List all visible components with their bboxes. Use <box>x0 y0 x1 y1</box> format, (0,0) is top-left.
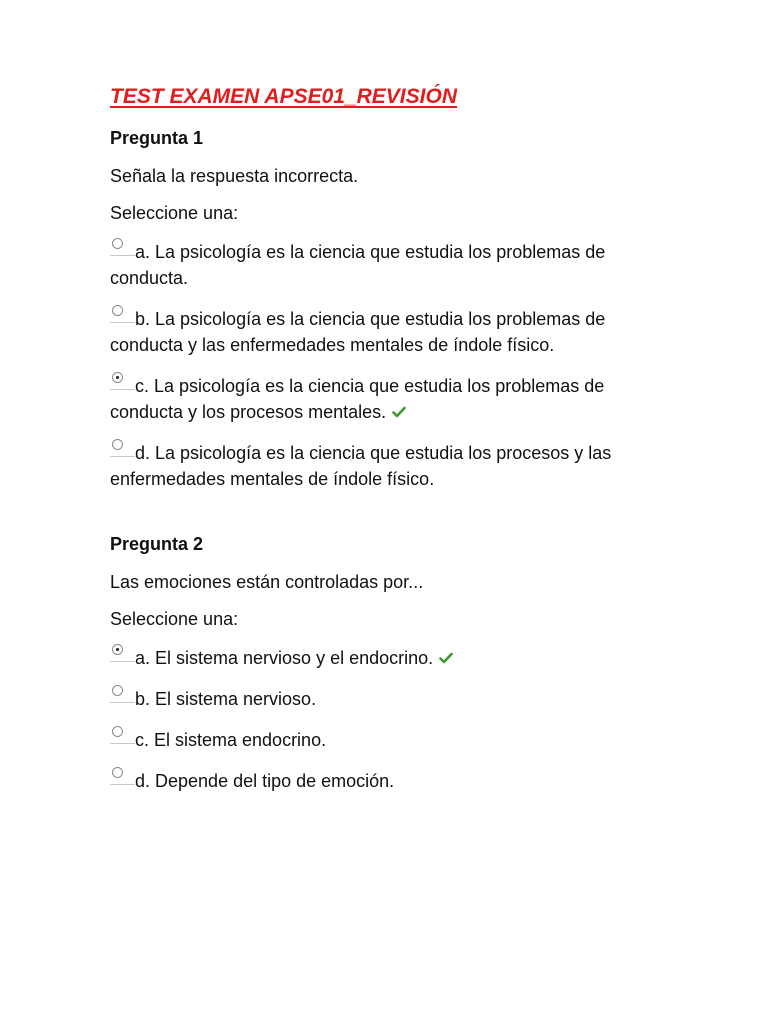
radio-button-icon[interactable] <box>110 767 135 785</box>
option-b[interactable] <box>110 305 670 358</box>
option-label: a. La psicología es la ciencia que estudia los problemas de conducta. <box>110 242 606 288</box>
option-d[interactable] <box>110 767 670 794</box>
checkmark-icon <box>392 406 406 418</box>
option-label: c. La psicología es la ciencia que estudia los problemas de conducta y los procesos mentales. <box>110 376 605 422</box>
question-2 <box>110 532 670 794</box>
radio-button-icon[interactable] <box>110 644 135 662</box>
radio-button-icon[interactable] <box>110 372 135 390</box>
radio-button-icon[interactable] <box>110 439 135 457</box>
option-a[interactable] <box>110 644 670 671</box>
option-label: d. La psicología es la ciencia que estudia los procesos y las enfermedades mentales de índole físico. <box>110 443 612 489</box>
option-label: b. El sistema nervioso. <box>135 689 317 709</box>
option-label: d. Depende del tipo de emoción. <box>135 771 395 791</box>
option-c[interactable] <box>110 726 670 753</box>
select-instruction: Seleccione una: <box>110 203 239 223</box>
radio-button-icon[interactable] <box>110 685 135 703</box>
select-instruction: Seleccione una: <box>110 609 239 629</box>
option-c[interactable] <box>110 372 670 425</box>
radio-button-icon[interactable] <box>110 238 135 256</box>
exam-document <box>110 84 670 808</box>
radio-button-icon[interactable] <box>110 305 135 323</box>
question-heading: Pregunta 1 <box>110 128 204 148</box>
question-1 <box>110 126 670 492</box>
question-prompt: Señala la respuesta incorrecta. <box>110 166 359 186</box>
option-label: b. La psicología es la ciencia que estudia los problemas de conducta y las enfermedades mentales de índole físico. <box>110 309 606 355</box>
option-d[interactable] <box>110 439 670 492</box>
option-b[interactable] <box>110 685 670 712</box>
option-label: a. El sistema nervioso y el endocrino. <box>135 648 434 668</box>
checkmark-icon <box>439 652 453 664</box>
radio-button-icon[interactable] <box>110 726 135 744</box>
option-label: c. El sistema endocrino. <box>135 730 327 750</box>
question-heading: Pregunta 2 <box>110 534 204 554</box>
question-prompt: Las emociones están controladas por... <box>110 572 424 592</box>
document-title: TEST EXAMEN APSE01_REVISIÓN <box>110 85 457 108</box>
option-a[interactable] <box>110 238 670 291</box>
